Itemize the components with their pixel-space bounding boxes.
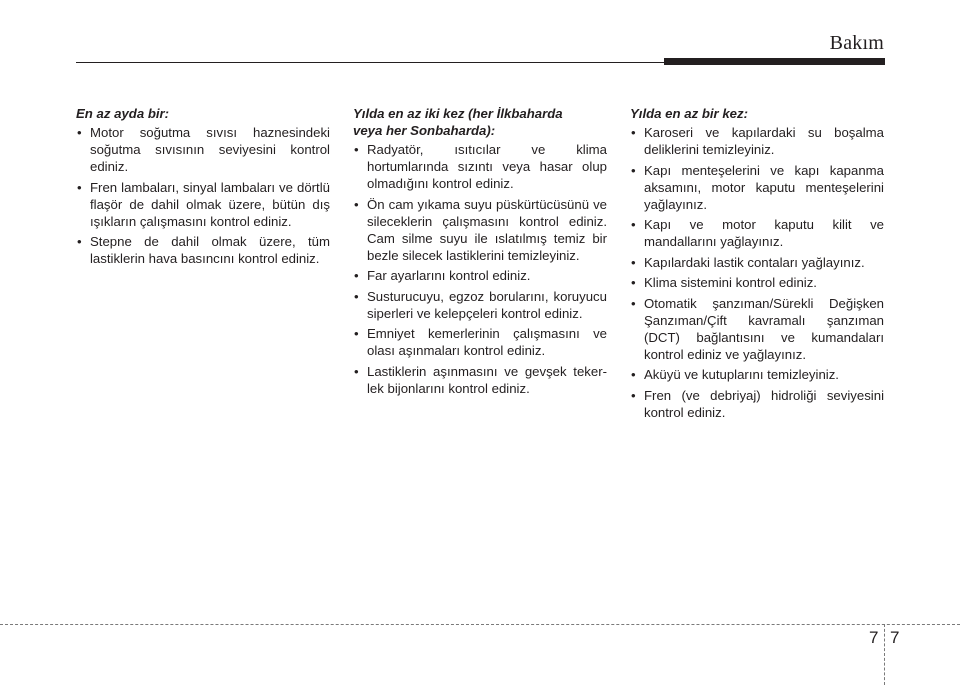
bullet-icon: • <box>354 268 359 283</box>
footer-divider <box>0 624 960 625</box>
checklist <box>75 124 330 267</box>
bullet-icon: • <box>631 162 636 178</box>
list-item: • Radyatör, ısıtıcılar ve klima hortumlarında sızıntı veya hasar olup olmadığını kontrol ediniz. <box>354 142 607 191</box>
list-item: • Kapılardaki lastik contaları yağlayınız. <box>631 254 865 270</box>
header-rule <box>76 62 666 63</box>
list-item: • Kapı ve motor kaputu kilit ve mandallarını yağlayınız. <box>631 217 884 249</box>
bullet-icon: • <box>631 295 636 311</box>
bullet-icon: • <box>631 387 636 403</box>
column-heading: Yılda en az bir kez: <box>630 106 748 121</box>
list-item: • Fren lambaları, sinyal lambaları ve dörtlü flaşör de dahil olmak üzere, bütün dış ışıkların çalışmasını kontrol ediniz. <box>77 179 330 229</box>
list-item: • Otomatik şanzıman/Sürekli Değişken Şanzıman/Çift kavramalı şanzıman (DCT) bağlantısını ve kumandaları kontrol ediniz ve yağlayınız. <box>631 295 884 362</box>
list-item: • Klima sistemini kontrol ediniz. <box>631 275 817 290</box>
bullet-icon: • <box>354 326 359 341</box>
bullet-icon: • <box>631 275 636 290</box>
bullet-icon: • <box>354 363 359 379</box>
header-accent-bar <box>664 58 885 65</box>
bullet-icon: • <box>77 125 82 140</box>
section-title: Bakım <box>829 32 884 54</box>
list-item: • Emniyet kemerlerinin çalışmasını ve olası aşınmaları kontrol ediniz. <box>354 326 607 358</box>
page-number-divider <box>884 624 885 685</box>
list-item: • Motor soğutma sıvısı haznesindeki soğutma sıvısının seviyesini kontrol ediniz. <box>77 125 330 174</box>
column-heading: Yılda en az iki kez (her İlkbaharda veya her Sonbaharda): <box>353 106 563 138</box>
bullet-icon: • <box>77 179 82 195</box>
list-item: • Kapı menteşelerini ve kapı kapanma aksamını, motor kaputu menteşelerini yağlayınız. <box>631 162 884 212</box>
bullet-icon: • <box>631 217 636 232</box>
column-monthly <box>75 105 330 271</box>
column-yearly <box>629 105 884 424</box>
column-twice-yearly <box>352 105 607 400</box>
chapter-number: 7 <box>869 628 879 647</box>
checklist <box>352 141 607 397</box>
bullet-icon: • <box>354 196 359 212</box>
bullet-icon: • <box>631 254 636 270</box>
list-item: • Aküyü ve kutuplarını temizleyiniz. <box>631 367 839 382</box>
bullet-icon: • <box>354 142 359 157</box>
list-item: • Susturucuyu, egzoz borularını, koruyucu siperleri ve kelepçeleri kontrol ediniz. <box>354 288 607 321</box>
list-item: • Stepne de dahil olmak üzere, tüm lastiklerin hava basıncını kontrol ediniz. <box>77 234 330 266</box>
list-item: • Lastiklerin aşınmasını ve gevşek teker-lek bijonlarını kontrol ediniz. <box>354 363 607 396</box>
bullet-icon: • <box>77 234 82 249</box>
column-heading: En az ayda bir: <box>76 106 170 121</box>
list-item: • Fren (ve debriyaj) hidroliği seviyesini kontrol ediniz. <box>631 387 884 420</box>
bullet-icon: • <box>354 288 359 304</box>
page-number: 7 <box>890 628 900 647</box>
bullet-icon: • <box>631 125 636 140</box>
bullet-icon: • <box>631 367 636 382</box>
list-item: • Ön cam yıkama suyu püskürtücüsünü ve sileceklerin çalışmasını kontrol ediniz. Cam silme suyu ile ıslatılmış temiz bir bezle silecek lastiklerini temizleyiniz. <box>354 196 607 263</box>
list-item: • Karoseri ve kapılardaki su boşalma deliklerini temizleyiniz. <box>631 125 884 157</box>
checklist <box>629 124 884 421</box>
list-item: • Far ayarlarını kontrol ediniz. <box>354 268 531 283</box>
